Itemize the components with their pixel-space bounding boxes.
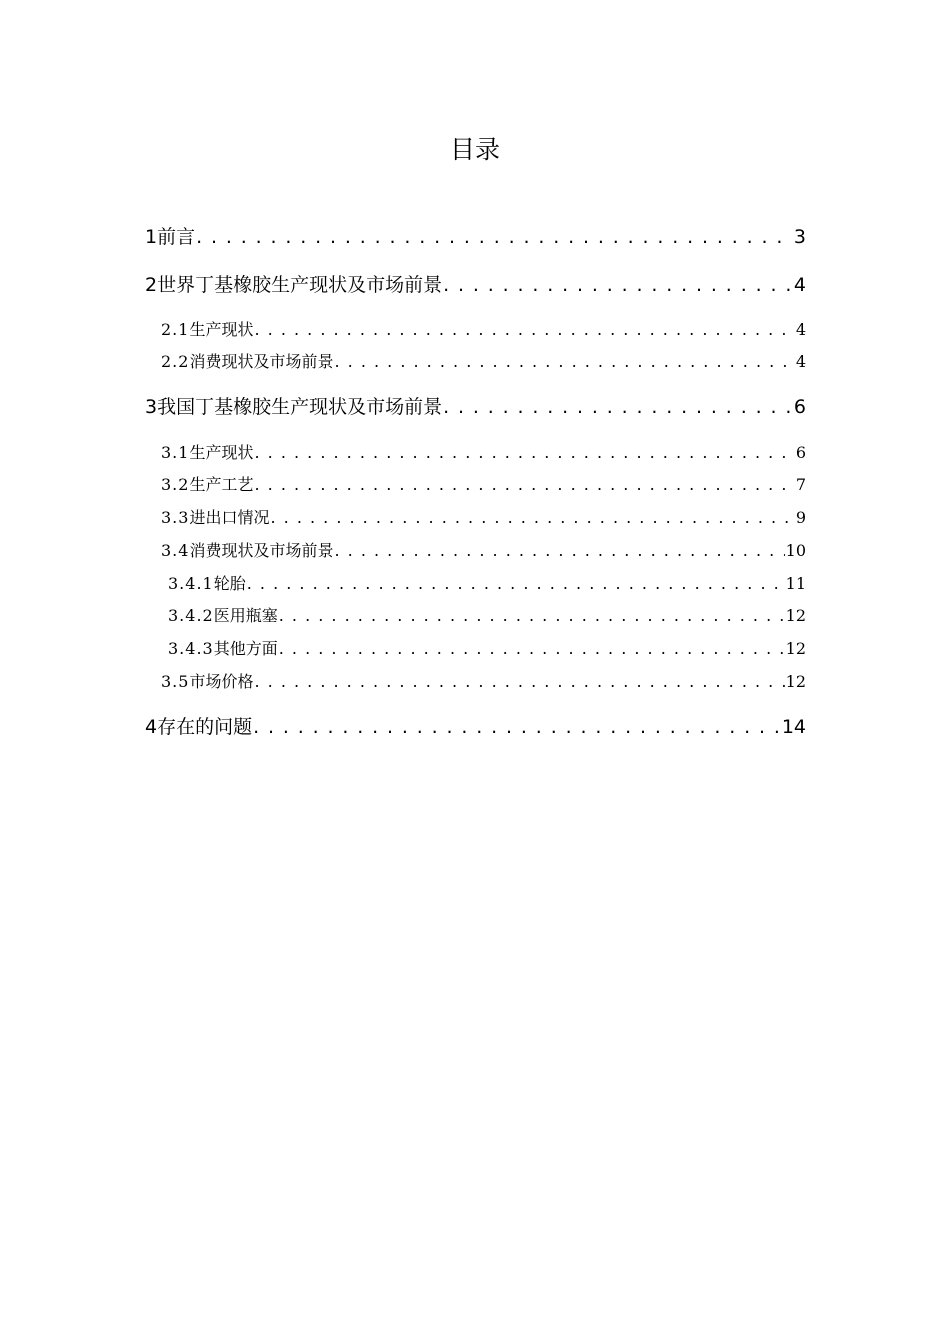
toc-entry-number: 3.4 [161, 541, 190, 560]
toc-entry-label: 轮胎 [213, 574, 246, 593]
toc-entry-number: 3.1 [161, 443, 190, 462]
toc-entry-label: 生产现状 [189, 320, 254, 339]
toc-entry-1[interactable] [145, 224, 806, 250]
toc-entry-2[interactable] [145, 272, 806, 298]
toc-entry-2-2[interactable] [161, 351, 806, 373]
toc-entry-page: 7 [795, 475, 806, 494]
dot-leader [443, 394, 793, 420]
toc-entry-label: 生产工艺 [189, 475, 254, 494]
toc-entry-page: 4 [795, 320, 806, 339]
toc-entry-page: 3 [793, 226, 806, 248]
toc-entry-3-4[interactable] [161, 540, 806, 562]
toc-entry-label: 世界丁基橡胶生产现状及市场前景 [157, 274, 443, 296]
toc-entry-3-1[interactable] [161, 442, 806, 464]
toc-entry-number: 3.4.1 [168, 574, 214, 593]
toc-entry-page: 12 [785, 606, 806, 625]
dot-leader [443, 272, 793, 298]
dot-leader [253, 714, 781, 740]
toc-entry-label: 存在的问题 [157, 716, 253, 738]
toc-entry-2-1[interactable] [161, 319, 806, 341]
dot-leader [334, 540, 784, 562]
dot-leader [279, 638, 785, 660]
toc-entry-number: 3 [145, 396, 158, 418]
toc-entry-page: 14 [781, 716, 806, 738]
toc-entry-label: 进出口情况 [189, 508, 270, 527]
toc-entry-label: 消费现状及市场前景 [189, 352, 334, 371]
dot-leader [334, 351, 794, 373]
toc-entry-page: 9 [795, 508, 806, 527]
dot-leader [254, 319, 794, 341]
toc-entry-page: 12 [785, 672, 806, 691]
toc-entry-page: 12 [785, 639, 806, 658]
toc-title: 目录 [449, 135, 500, 164]
dot-leader [254, 442, 794, 464]
dot-leader [279, 605, 785, 627]
toc-entry-number: 3.5 [161, 672, 190, 691]
toc-entry-number: 4 [145, 716, 158, 738]
toc-entry-3-5[interactable] [161, 671, 806, 693]
toc-entry-page: 6 [793, 396, 806, 418]
toc-entry-3-2[interactable] [161, 474, 806, 496]
toc-entry-page: 4 [793, 274, 806, 296]
toc-entry-4[interactable] [145, 714, 806, 740]
toc-entry-number: 2.2 [161, 352, 190, 371]
toc-entry-page: 10 [785, 541, 806, 560]
toc-entry-3-4-2[interactable] [168, 605, 806, 627]
toc-entry-number: 1 [145, 226, 158, 248]
dot-leader [254, 474, 794, 496]
toc-entry-number: 3.4.2 [168, 606, 214, 625]
toc-entry-label: 我国丁基橡胶生产现状及市场前景 [157, 396, 443, 418]
toc-entry-label: 其他方面 [213, 639, 278, 658]
toc-entry-number: 2 [145, 274, 158, 296]
toc-entry-3[interactable] [145, 394, 806, 420]
toc-entry-page: 6 [795, 443, 806, 462]
toc-entry-number: 2.1 [161, 320, 190, 339]
toc-entry-label: 医用瓶塞 [213, 606, 278, 625]
dot-leader [270, 507, 794, 529]
toc-entry-3-4-1[interactable] [168, 573, 806, 595]
dot-leader [196, 224, 793, 250]
toc-entry-page: 4 [795, 352, 806, 371]
toc-entry-number: 3.3 [161, 508, 190, 527]
toc-entry-number: 3.2 [161, 475, 190, 494]
toc-entry-page: 11 [785, 574, 806, 593]
toc-entry-3-4-3[interactable] [168, 638, 806, 660]
toc-entry-3-3[interactable] [161, 507, 806, 529]
toc-entry-label: 消费现状及市场前景 [189, 541, 334, 560]
dot-leader [254, 671, 784, 693]
toc-entry-label: 市场价格 [189, 672, 254, 691]
toc-entry-label: 前言 [157, 226, 196, 248]
toc-entry-label: 生产现状 [189, 443, 254, 462]
dot-leader [247, 573, 785, 595]
toc-entry-number: 3.4.3 [168, 639, 214, 658]
